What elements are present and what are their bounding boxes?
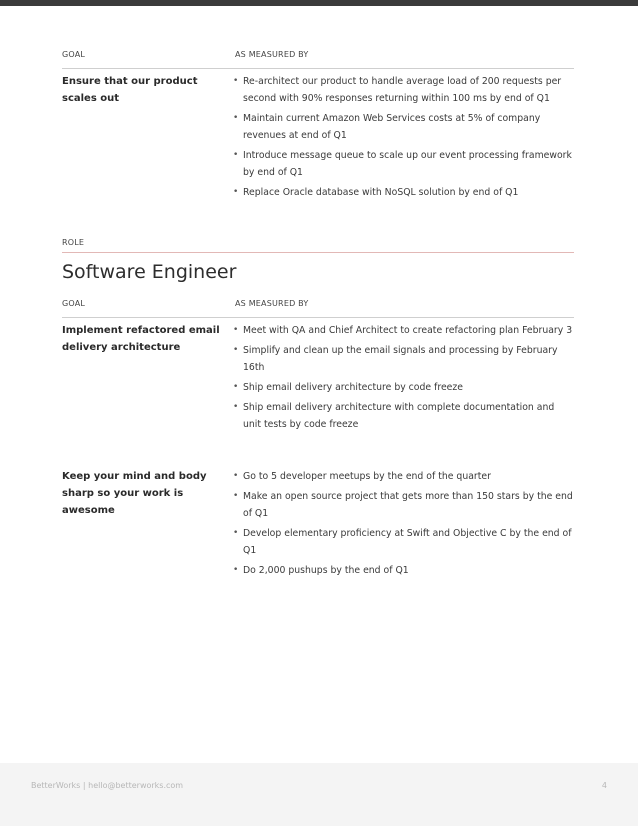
- measured-by-column-header: AS MEASURED BY: [235, 299, 309, 308]
- measure-item: • Ship email delivery architecture by code freeze: [232, 379, 574, 396]
- role-title: Software Engineer: [62, 261, 237, 283]
- page-footer: [0, 763, 638, 826]
- goal-table-header: [62, 50, 574, 69]
- measure-item: • Go to 5 developer meetups by the end of the quarter: [232, 468, 574, 485]
- footer-separator: |: [82, 781, 86, 790]
- measures-list: [232, 468, 574, 582]
- measure-item: • Do 2,000 pushups by the end of Q1: [232, 562, 574, 579]
- measures-list: [232, 322, 574, 436]
- page-number: 4: [601, 781, 607, 790]
- footer-contact: [31, 781, 183, 790]
- goal-title: Ensure that our product scales out: [62, 76, 198, 104]
- measure-item: • Simplify and clean up the email signals and processing by February 16th: [232, 342, 574, 376]
- goal-title: Implement refactored email delivery architecture: [62, 325, 220, 353]
- measure-item: • Develop elementary proficiency at Swift and Objective C by the end of Q1: [232, 525, 574, 559]
- top-bar: [0, 0, 638, 6]
- measure-item: • Ship email delivery architecture with complete documentation and unit tests by code freeze: [232, 399, 574, 433]
- measured-by-column-header: AS MEASURED BY: [235, 50, 309, 59]
- goal-title: Keep your mind and body sharp so your work is awesome: [62, 471, 207, 516]
- measure-item: • Re-architect our product to handle average load of 200 requests per second with 90% responses returning within 100 ms by end of Q1: [232, 73, 574, 107]
- measures-list: [232, 73, 574, 204]
- footer-company: BetterWorks: [31, 781, 81, 790]
- role-divider: [62, 252, 574, 253]
- measure-item: • Replace Oracle database with NoSQL solution by end of Q1: [232, 184, 574, 201]
- measure-item: • Make an open source project that gets more than 150 stars by the end of Q1: [232, 488, 574, 522]
- goal-column-header: GOAL: [62, 299, 86, 308]
- goal-column-header: GOAL: [62, 50, 86, 59]
- role-label: ROLE: [62, 238, 85, 247]
- measure-item: • Meet with QA and Chief Architect to create refactoring plan February 3: [232, 322, 574, 339]
- measure-item: • Introduce message queue to scale up our event processing framework by end of Q1: [232, 147, 574, 181]
- goal-table-header: [62, 299, 574, 318]
- measure-item: • Maintain current Amazon Web Services costs at 5% of company revenues at end of Q1: [232, 110, 574, 144]
- footer-email-link[interactable]: hello@betterworks.com: [88, 781, 184, 790]
